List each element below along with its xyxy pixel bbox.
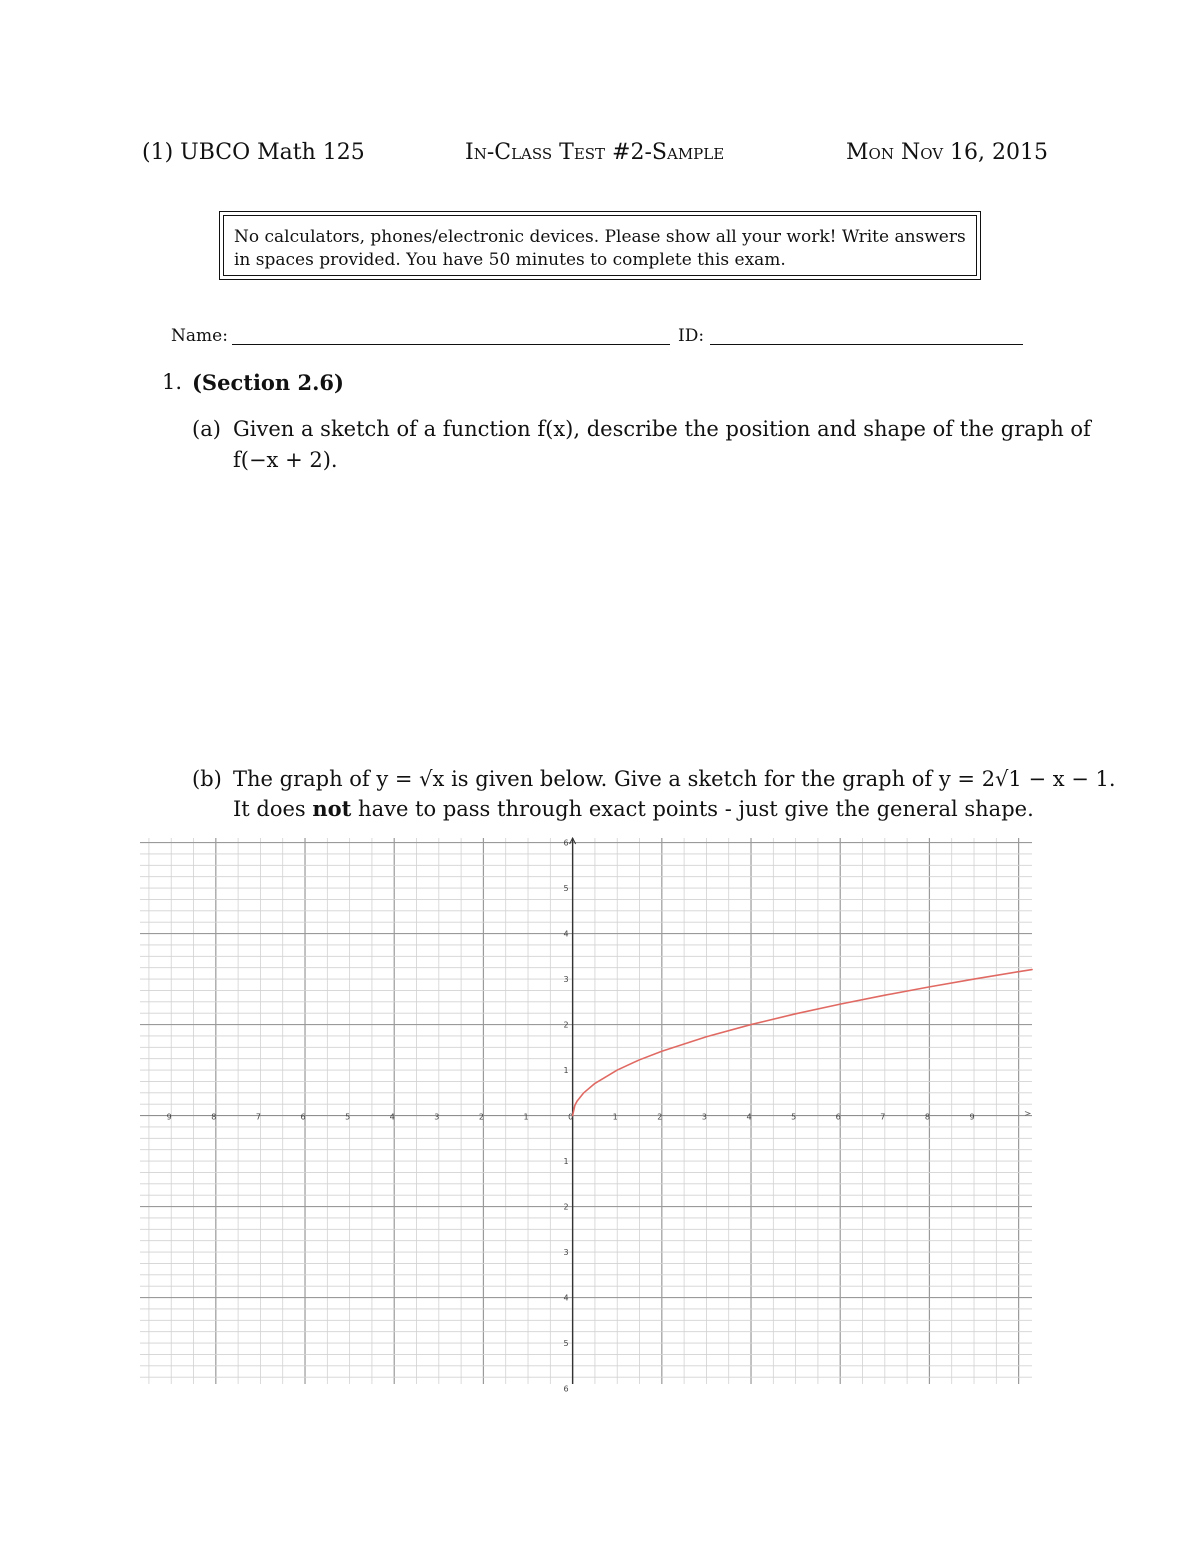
y-tick-label: 6 <box>563 1384 569 1394</box>
part-b-text-pre: It does <box>233 797 313 821</box>
instructions-line-2: in spaces provided. You have 50 minutes to complete this exam. <box>234 250 786 270</box>
x-tick-label: 7 <box>880 1112 886 1122</box>
x-tick-label: 8 <box>211 1112 217 1122</box>
x-tick-label: 9 <box>969 1112 975 1122</box>
x-tick-label: 8 <box>924 1112 930 1122</box>
header-course: (1) UBCO Math 125 <box>142 140 365 165</box>
y-tick-label: 2 <box>563 1202 569 1212</box>
part-b-text-line-2 <box>233 796 1034 821</box>
part-b-label: (b) <box>192 767 222 791</box>
name-field[interactable] <box>232 344 670 345</box>
question-number: 1. <box>162 370 183 394</box>
part-a-text-line-2: f(−x + 2). <box>233 448 338 472</box>
header-date: Mon Nov 16, 2015 <box>846 140 1049 165</box>
instructions-box <box>219 211 981 280</box>
y-tick-label: 4 <box>563 929 569 939</box>
x-tick-label: 6 <box>300 1112 306 1122</box>
id-field[interactable] <box>710 344 1023 345</box>
y-tick-label: 2 <box>563 1020 569 1030</box>
x-tick-label: 0 <box>568 1112 574 1122</box>
header-title: In-Class Test #2-Sample <box>465 140 725 165</box>
instructions-line-1: No calculators, phones/electronic devices. Please show all your work! Write answers <box>234 227 966 247</box>
part-a-text-line-1: Given a sketch of a function f(x), describe the position and shape of the graph of <box>233 417 1091 441</box>
x-tick-label: 2 <box>657 1112 663 1122</box>
part-b-text-not: not <box>312 796 352 821</box>
name-label: Name: <box>171 326 228 346</box>
x-tick-label: 6 <box>835 1112 841 1122</box>
id-label: ID: <box>678 326 705 346</box>
question-section: (Section 2.6) <box>192 370 344 395</box>
sqrt-graph <box>140 838 1032 1394</box>
x-tick-label: 5 <box>345 1112 351 1122</box>
x-tick-label: 3 <box>434 1112 440 1122</box>
y-tick-label: 1 <box>563 1066 569 1076</box>
sqrt-graph-svg <box>140 838 1032 1394</box>
x-tick-label: 3 <box>701 1112 707 1122</box>
y-tick-label: 6 <box>563 838 569 848</box>
y-tick-label: 5 <box>563 884 569 894</box>
x-tick-label: 1 <box>612 1112 618 1122</box>
y-tick-label: 3 <box>563 975 569 985</box>
x-tick-label: 7 <box>255 1112 261 1122</box>
y-tick-label: 4 <box>563 1293 569 1303</box>
part-b-text-post: have to pass through exact points - just give the general shape. <box>351 797 1034 821</box>
part-b-text-line-1: The graph of y = √x is given below. Give a sketch for the graph of y = 2√1 − x − 1. <box>233 767 1116 791</box>
y-tick-label: 1 <box>563 1157 569 1167</box>
y-tick-label: 3 <box>563 1248 569 1258</box>
x-tick-label: 2 <box>478 1112 484 1122</box>
x-tick-label: 9 <box>166 1112 172 1122</box>
y-tick-label: 5 <box>563 1339 569 1349</box>
x-tick-label: 4 <box>746 1112 752 1122</box>
x-tick-label: 4 <box>389 1112 395 1122</box>
x-tick-label: 5 <box>791 1112 797 1122</box>
x-tick-label: 1 <box>523 1112 529 1122</box>
part-a-label: (a) <box>192 417 221 441</box>
sqrt-curve <box>573 970 1032 1116</box>
